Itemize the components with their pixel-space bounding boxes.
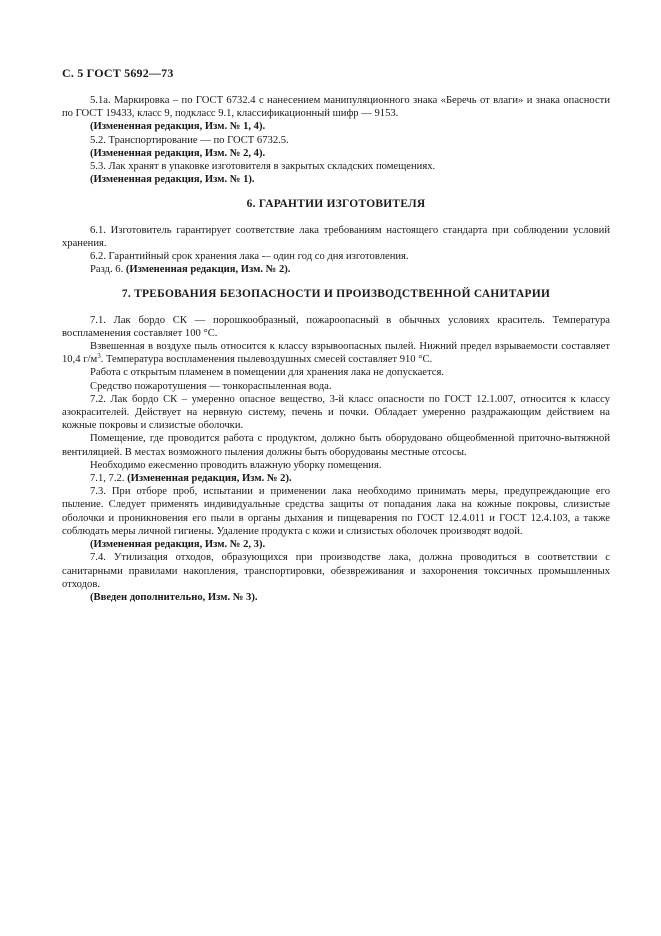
paragraph-text: . Температура воспламенения пылевоздушных смесей составляет 910 °С. bbox=[100, 354, 433, 366]
paragraph: 7.4. Утилизация отходов, образующихся при производстве лака, должна проводиться в соответствии с санитарными правилами накопления, транспортировки, обезвреживания и захоронения токсичных промышленных отходов. bbox=[62, 552, 610, 590]
paragraph-ref: 7.1, 7.2. bbox=[90, 473, 128, 485]
amendment-note: (Введен дополнительно, Изм. № 3). bbox=[90, 591, 258, 603]
paragraph: 5.2. Транспортирование — по ГОСТ 6732.5. bbox=[90, 134, 289, 146]
paragraph: Средство пожаротушения — тонкораспыленная вода. bbox=[90, 380, 332, 392]
amendment-note: (Измененная редакция, Изм. № 2, 3). bbox=[90, 539, 266, 551]
amendment-note: (Измененная редакция, Изм. № 2). bbox=[127, 473, 292, 485]
amendment-note: (Измененная редакция, Изм. № 1, 4). bbox=[90, 121, 266, 133]
paragraph-with-amendment bbox=[62, 472, 610, 485]
paragraph: 7.1. Лак бордо СК — порошкообразный, пожароопасный в обычных условиях краситель. Температура воспламенения составляет 100 °С. bbox=[62, 314, 610, 339]
paragraph: 6.2. Гарантийный срок хранения лака -– один год со дня изготовления. bbox=[90, 251, 409, 263]
paragraph: 6.1. Изготовитель гарантирует соответствие лака требованиям настоящего стандарта при соблюдении условий хранения. bbox=[62, 224, 610, 249]
paragraph bbox=[62, 340, 610, 366]
amendment-note: (Измененная редакция, Изм. № 2, 4). bbox=[90, 147, 266, 159]
amendment-note: (Измененная редакция, Изм. № 2). bbox=[125, 264, 291, 276]
page-header: С. 5 ГОСТ 5692—73 bbox=[62, 66, 174, 80]
paragraph: Необходимо ежесменно проводить влажную уборку помещения. bbox=[90, 459, 382, 471]
amendment-note: (Измененная редакция, Изм. № 1). bbox=[90, 174, 255, 186]
paragraph: Работа с открытым пламенем в помещении для хранения лака не допускается. bbox=[90, 367, 444, 379]
paragraph: Помещение, где проводится работа с продуктом, должно быть оборудовано общеобменной приточно-вытяжной вентиляцией. В местах возможного пыления должны быть оборудованы местные отсосы. bbox=[62, 433, 610, 458]
paragraph-with-amendment bbox=[62, 263, 610, 276]
document-body bbox=[62, 94, 610, 604]
paragraph: 5.3. Лак хранят в упаковке изготовителя в закрытых складских помещениях. bbox=[90, 161, 436, 173]
superscript: 3 bbox=[97, 352, 101, 361]
paragraph: 7.3. При отборе проб, испытании и применении лака необходимо принимать меры, предупреждающие его пыление. Следует применять индивидуальные средства защиты от попадания лака на кожные покровы, слизистые оболочки и проникновения его пыли в органы дыхания и пищеварения по ГОСТ 12.4.011 и ГОСТ 12.4.103, а также соблюдать меры личной гигиены. Удаление продукта с кожи и слизистых оболочек производят водой. bbox=[62, 486, 610, 537]
paragraph: 7.2. Лак бордо СК – умеренно опасное вещество, 3-й класс опасности по ГОСТ 12.1.007, относится к классу азокрасителей. Действует на нервную систему, печень и почки. Обладает умеренно раздражающим действием на кожные покровы и слизистые оболочки. bbox=[62, 393, 610, 432]
section-title: 6. ГАРАНТИИ ИЗГОТОВИТЕЛЯ bbox=[246, 198, 426, 211]
paragraph-ref: Разд. 6. bbox=[90, 264, 126, 276]
section-title: 7. ТРЕБОВАНИЯ БЕЗОПАСНОСТИ И ПРОИЗВОДСТВЕННОЙ САНИТАРИИ bbox=[121, 288, 551, 301]
paragraph: 5.1а. Маркировка – по ГОСТ 6732.4 с нанесением манипуляционного знака «Беречь от влаги» и знака опасности по ГОСТ 19433, класс 9, подкласс 9.1, классификационный шифр — 9153. bbox=[62, 95, 610, 120]
paragraph-text: Взвешенная в воздухе пыль относится к классу взрывоопасных пылей. Нижний предел взрываемости составляет 10,4 г/м bbox=[62, 341, 610, 366]
